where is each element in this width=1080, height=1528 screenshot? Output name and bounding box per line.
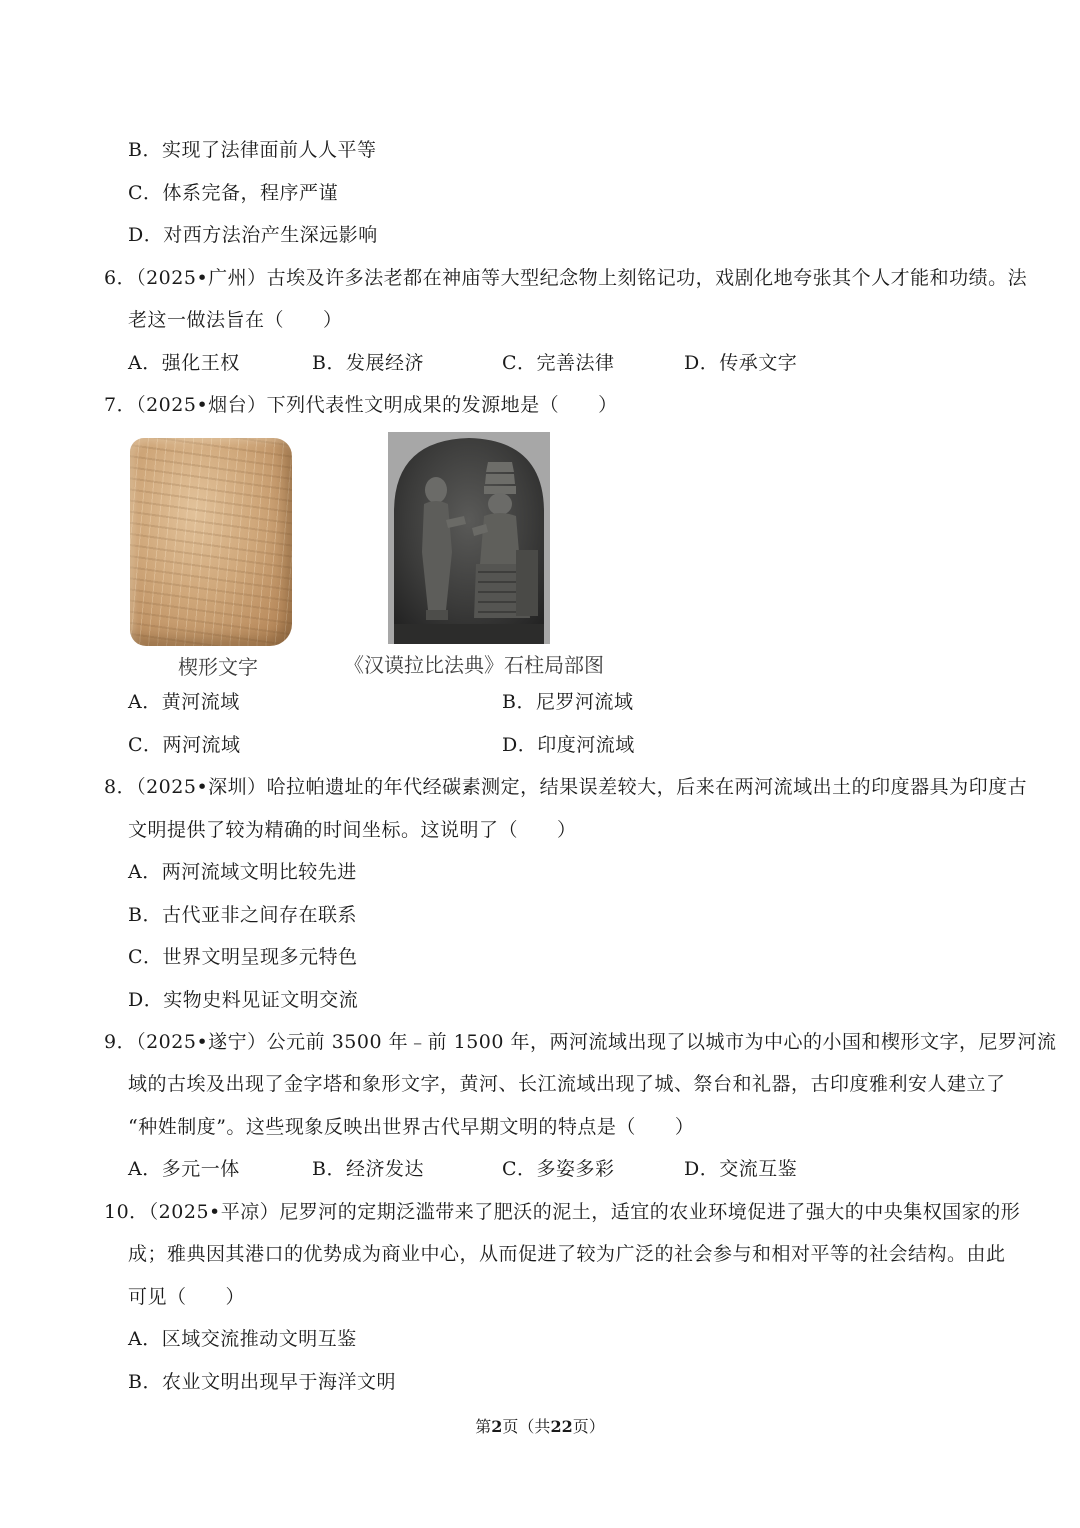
q8-stem-line1: 8．（2025•深圳）哈拉帕遗址的年代经碳素测定，结果误差较大，后来在两河流域出土的印度器具为印度古	[104, 776, 1028, 798]
cuneiform-tablet-image	[130, 438, 292, 646]
q10-option-a: A．区域交流推动文明互鉴	[128, 1328, 357, 1350]
q9-option-b: B．经济发达	[312, 1158, 424, 1180]
stele-caption: 《汉谟拉比法典》石柱局部图	[344, 653, 604, 677]
q9-option-c: C．多姿多彩	[502, 1158, 615, 1180]
q9-option-a: A．多元一体	[128, 1158, 240, 1180]
q7-stem-line1: 7．（2025•烟台）下列代表性文明成果的发源地是（ ）	[104, 394, 618, 416]
q10-stem-line1: 10．（2025•平凉）尼罗河的定期泛滥带来了肥沃的泥土，适宜的农业环境促进了强大的中央集权国家的形	[104, 1201, 1021, 1223]
q9-option-d: D．交流互鉴	[684, 1158, 798, 1180]
q5-option-b: B．实现了法律面前人人平等	[128, 139, 377, 161]
hammurabi-stele-image	[388, 432, 550, 644]
q8-stem-line2: 文明提供了较为精确的时间坐标。这说明了（ ）	[128, 819, 577, 841]
q6-stem-line1: 6．（2025•广州）古埃及许多法老都在神庙等大型纪念物上刻铭记功，戏剧化地夸张其个人才能和功绩。法	[104, 267, 1028, 289]
q9-stem-line2: 域的古埃及出现了金字塔和象形文字，黄河、长江流域出现了城、祭台和礼器，古印度雅利安人建立了	[128, 1073, 1006, 1095]
q6-option-b: B．发展经济	[312, 352, 424, 374]
q7-option-c: C．两河流域	[128, 734, 241, 756]
stele-relief-icon	[388, 432, 550, 644]
q10-stem-line2: 成；雅典因其港口的优势成为商业中心，从而促进了较为广泛的社会参与和相对平等的社会结构。由此	[128, 1243, 1006, 1265]
q10-stem-line3: 可见（ ）	[128, 1286, 246, 1308]
q7-option-b: B．尼罗河流域	[502, 691, 634, 713]
q5-option-c: C．体系完备，程序严谨	[128, 182, 339, 204]
footer-suffix: 页）	[572, 1417, 605, 1436]
q7-option-d: D．印度河流域	[502, 734, 635, 756]
cuneiform-caption: 楔形文字	[178, 655, 258, 679]
q5-option-d: D．对西方法治产生深远影响	[128, 224, 378, 246]
q8-option-a: A．两河流域文明比较先进	[128, 861, 357, 883]
q6-option-d: D．传承文字	[684, 352, 798, 374]
page-footer	[0, 1416, 1080, 1438]
q6-stem-line2: 老这一做法旨在（ ）	[128, 309, 343, 331]
q8-option-c: C．世界文明呈现多元特色	[128, 946, 358, 968]
q6-option-a: A．强化王权	[128, 352, 240, 374]
footer-prefix: 第	[475, 1417, 492, 1436]
footer-middle: 页（共	[502, 1417, 551, 1436]
q9-stem-line1: 9．（2025•遂宁）公元前 3500 年﹣前 1500 年，两河流域出现了以城市为中心的小国和楔形文字，尼罗河流	[104, 1031, 1057, 1053]
q8-option-b: B．古代亚非之间存在联系	[128, 904, 357, 926]
footer-page-number: 2	[491, 1417, 503, 1436]
q10-option-b: B．农业文明出现早于海洋文明	[128, 1371, 396, 1393]
q7-option-a: A．黄河流域	[128, 691, 240, 713]
q9-stem-line3: “种姓制度”。这些现象反映出世界古代早期文明的特点是（ ）	[128, 1116, 695, 1138]
footer-total-pages: 22	[550, 1417, 573, 1436]
q8-option-d: D．实物史料见证文明交流	[128, 989, 359, 1011]
q6-option-c: C．完善法律	[502, 352, 615, 374]
